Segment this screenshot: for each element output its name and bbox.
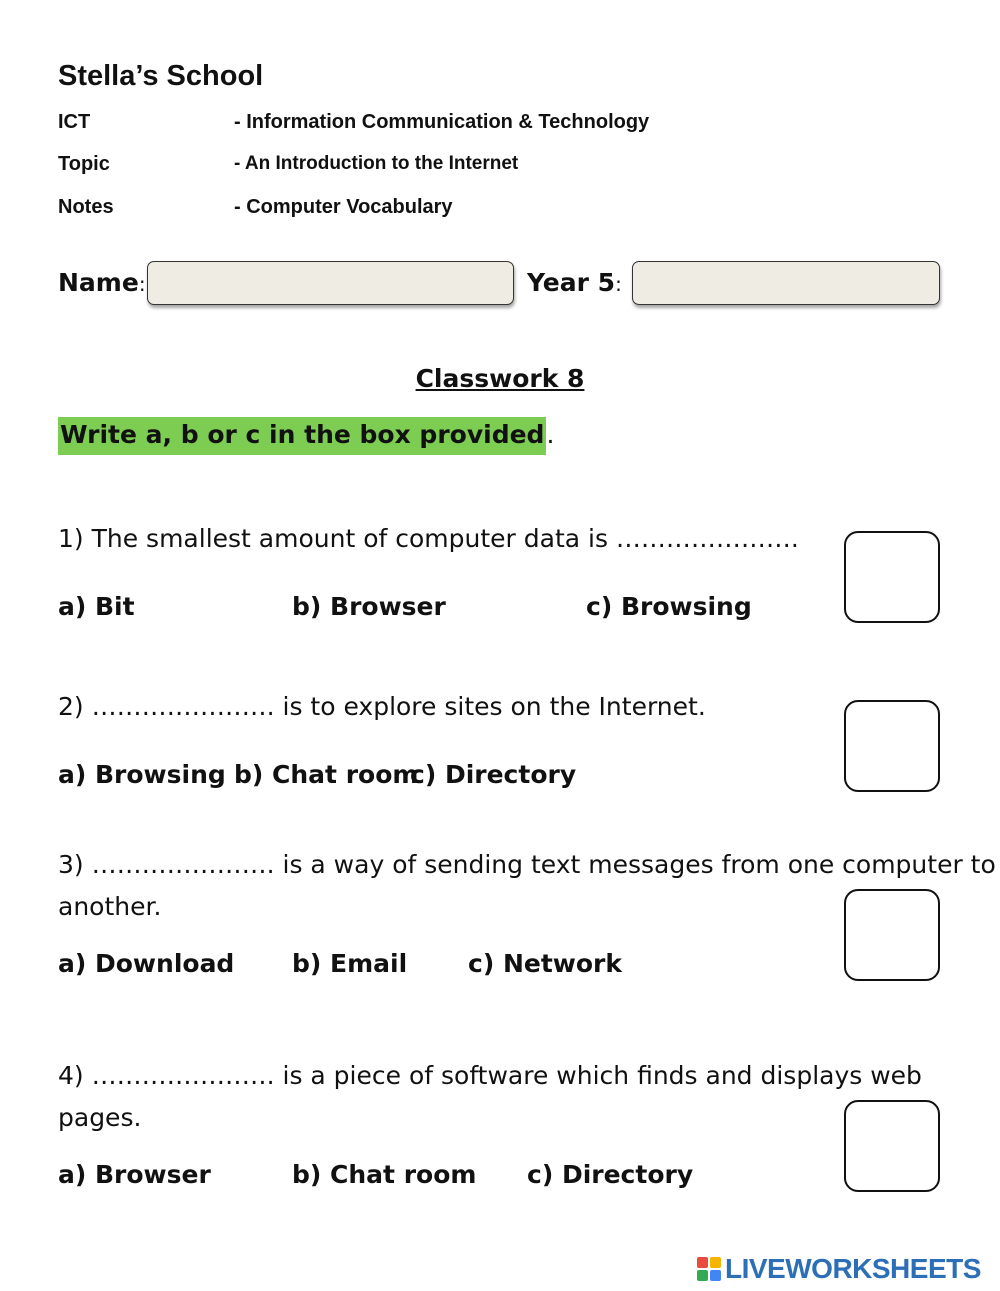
question-4-option-b: b) Chat room <box>292 1160 477 1189</box>
logo-square-2 <box>710 1257 721 1268</box>
subject-value: - Information Communication & Technology <box>234 111 650 133</box>
question-1-answer-box[interactable] <box>844 531 940 623</box>
question-4-option-a: a) Browser <box>58 1160 211 1189</box>
question-3-answer-box[interactable] <box>844 889 940 981</box>
question-2-option-c: c) Directory <box>410 760 577 789</box>
school-title: Stella’s School <box>58 60 264 92</box>
classwork-heading: Classwork 8 <box>415 364 585 393</box>
year-input[interactable] <box>632 261 940 305</box>
question-3-text-line-2: another. <box>58 892 162 921</box>
question-2-text: 2) …………………. is to explore sites on the Internet. <box>58 692 706 721</box>
question-4-text-line-1: 4) …………………. is a piece of software which finds and displays web <box>58 1061 922 1090</box>
question-1-option-a: a) Bit <box>58 592 135 621</box>
year-label: Year 5: <box>527 268 622 297</box>
question-3-text-line-1: 3) …………………. is a way of sending text messages from one computer to <box>58 850 996 879</box>
subject-label: ICT <box>58 111 91 133</box>
logo-square-1 <box>697 1257 708 1268</box>
question-1-option-b: b) Browser <box>292 592 446 621</box>
question-1-option-c: c) Browsing <box>586 592 752 621</box>
question-1-text: 1) The smallest amount of computer data is …………………. <box>58 524 799 553</box>
question-2-option-b: b) Chat room <box>234 760 419 789</box>
question-2-answer-box[interactable] <box>844 700 940 792</box>
name-input[interactable] <box>147 261 514 305</box>
notes-label: Notes <box>58 196 114 218</box>
instruction: Write a, b or c in the box provided. <box>58 420 554 449</box>
topic-value: - An Introduction to the Internet <box>234 153 519 174</box>
question-4-answer-box[interactable] <box>844 1100 940 1192</box>
liveworksheets-logo-icon <box>697 1257 721 1281</box>
liveworksheets-logo <box>697 1253 981 1285</box>
question-3-option-b: b) Email <box>292 949 408 978</box>
question-3-option-c: c) Network <box>468 949 623 978</box>
topic-label: Topic <box>58 153 110 175</box>
logo-square-4 <box>710 1270 721 1281</box>
liveworksheets-logo-text: LIVEWORKSHEETS <box>725 1253 981 1284</box>
question-3-option-a: a) Download <box>58 949 235 978</box>
question-4-text-line-2: pages. <box>58 1103 142 1132</box>
logo-square-3 <box>697 1270 708 1281</box>
notes-value: - Computer Vocabulary <box>234 196 453 218</box>
question-2-option-a: a) Browsing <box>58 760 226 789</box>
question-4-option-c: c) Directory <box>527 1160 694 1189</box>
name-label: Name: <box>58 268 146 297</box>
instruction-highlight: Write a, b or c in the box provided <box>58 417 546 455</box>
